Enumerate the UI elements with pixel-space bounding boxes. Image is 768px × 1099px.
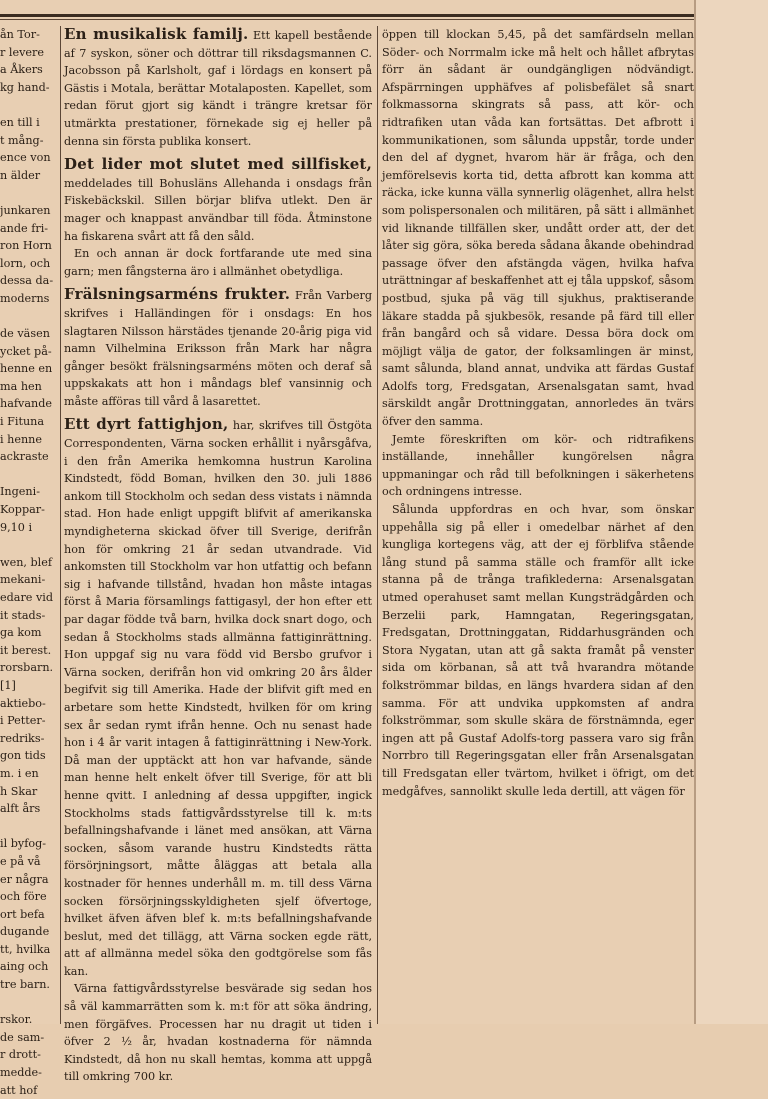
fragment-line: i Petter- <box>0 714 46 728</box>
fragment-line: redriks- <box>0 731 45 745</box>
fragment-line: de väsen <box>0 327 50 341</box>
middle-column <box>64 25 373 1084</box>
fragment-line: h Skar <box>0 784 38 798</box>
fragment-line: i Fituna <box>0 415 45 429</box>
fragment-line: medde- <box>0 1066 42 1080</box>
fragment-line <box>0 466 58 484</box>
right-column <box>382 26 694 1024</box>
article-body: öppen till klockan 5,45, på det samfärdseln mellan Söder- och Norrmalm icke må helt och hållet afbrytas förr än sådant är oundgängligen nödvändigt. Afspärrningen upphäfves af polisbefälet så snart folkmassorna skingrats så pass, att kör- och ridtrafiken utan våda kan fortsättas. Det afbrott i kommunikationen, som sålunda uppstår, torde under den del af dygnet, hvarom här är fråga, och den jemförelsevis korta tid, detta afbrott kan komma att räcka, icke kunna välla synnerlig olägenhet, allra helst som polispersonalen och militären, på sätt i allmänhet vid liknande tillfällen sker, undått order att, der det låter sig göra, söka bereda sådana åkande obehindrad passage öfver den afstängda vägen, hvilka hafva uträttningar af beskaffenhet att ej tåla uppskof, såsom postbud, sjuka på väg till sjukhus, praktiserande läkare stadda på sjukbesök, resande på färd till eller från bangård och så vidare. Dessa böra dock om möjligt välja de gator, der folksamlingen är minst, samt sålunda, bland annat, undvika att färdas Gustaf Adolfs torg, Fredsgatan, Arsenalsgatan samt, hvad särskildt angår Drottninggatan, annorledes än tvärs öfver den samma. <box>382 28 694 429</box>
article-heading: Frälsningsarméns frukter. <box>64 285 291 304</box>
fragment-line: t mång- <box>0 133 44 147</box>
fragment-line: ån Tor- <box>0 28 40 41</box>
fragment-line <box>0 994 58 1012</box>
fragment-line: lorn, och <box>0 256 51 270</box>
fragment-line: 9,10 i <box>0 520 33 534</box>
article-salvation-army <box>64 286 372 410</box>
fragment-line: it stads- <box>0 608 46 622</box>
fragment-line: ron Horn <box>0 239 52 253</box>
fragment-line: rskor. <box>0 1013 33 1027</box>
fragment-line: alft års <box>0 802 41 816</box>
fragment-line: [1] <box>0 678 16 692</box>
fragment-line <box>0 96 58 114</box>
fragment-line <box>0 536 58 554</box>
fragment-line: kg hand- <box>0 80 50 94</box>
fragment-line: rorsbarn. <box>0 661 54 675</box>
fragment-line: it berest. <box>0 643 52 657</box>
fragment-line: r drott- <box>0 1048 41 1062</box>
article-body: Värna fattigvårdsstyrelse besvärade sig sedan hos så väl kammarrätten som k. m:t för att söka ändring, men förgäfves. Processen har nu dragit ut tiden i öfver 2 ½ år, hvadan kostnaderna för nämnda Kindstedt, då hon nu skall hemtas, komma att uppgå till omkring 700 kr. <box>64 982 372 1084</box>
fragment-line: Koppar- <box>0 503 45 517</box>
fragment-line: il byfog- <box>0 837 47 851</box>
fragment-line: mekani- <box>0 573 46 587</box>
fragment-line: wen, blef <box>0 555 53 569</box>
fragment-line: Ingeni- <box>0 485 40 499</box>
article-body: Jemte föreskriften om kör- och ridtrafikens inställande, innehåller kungörelsen några uppmaningar och råd till befolkningen i säkerhetens och ordningens intresse. <box>382 432 694 499</box>
fragment-line: moderns <box>0 291 50 305</box>
article-body: Från Varberg skrifves i Halländingen för i onsdags: En hos slagtaren Nilsson härstädes tjenande 20-årig piga vid namn Vilhelmina Eriksson från Mark har några gånger besökt frälsningsarméns möten och deraf så uppskakats att hon i måndags blef vansinnig och måste afföras till vård å lasarettet. <box>64 289 373 408</box>
fragment-line: gon tids <box>0 749 46 763</box>
column-divider <box>60 26 61 1024</box>
fragment-line: i henne <box>0 432 42 446</box>
article-heading: Ett dyrt fattighjon, <box>64 415 229 434</box>
fragment-line: ma hen <box>0 379 42 393</box>
fragment-line: tre barn. <box>0 978 50 992</box>
fragment-line: ence von <box>0 151 51 165</box>
fragment-line: ycket på- <box>0 344 52 358</box>
article-body: meddelades till Bohusläns Allehanda i onsdags från Fiskebäckskil. Sillen börjar blifva utlekt. Den är mager och knappast användbar till föda. Åtminstone ha fiskarena svårt att få den såld. <box>64 176 372 243</box>
fragment-line: att hof <box>0 1083 38 1097</box>
top-rule-thin <box>0 19 768 20</box>
fragment-line: ort befa <box>0 907 45 921</box>
article-heading: Det lider mot slutet med sillfisket, <box>64 155 372 174</box>
fragment-line: e på vå <box>0 854 41 868</box>
fragment-line <box>0 308 58 326</box>
fragment-line: ackraste <box>0 450 49 464</box>
fragment-line: en till i <box>0 115 40 129</box>
fragment-line: junkaren <box>0 203 51 217</box>
fragment-line <box>0 818 58 836</box>
fragment-line: tt, hvilka <box>0 942 51 956</box>
article-musical-family <box>64 26 372 150</box>
fragment-line: ande fri- <box>0 221 49 235</box>
fragment-line: aing och <box>0 960 49 974</box>
left-column-fragment <box>0 26 58 1097</box>
fragment-line: och före <box>0 890 47 904</box>
article-body: har, skrifves till Östgöta Correspondenten, Värna socken erhållit i nyårsgåfva, i den från Amerika hemkomna hustrun Karolina Kindstedt, född Boman, hvilken den 30. juli 1886 ankom till Stockholm och sedan dess vistats i nämnda stad. Hon hade enligt uppgift blifvit af amerikanska myndigheterna skickad öfver till Sverige, derifrån hon för omkring 21 år sedan utvandrade. Vid ankomsten till Stockholm var hon utfattig och befann sig i hafvande tillstånd, hvadan hon måste intagas först å Maria församlings fattigasyl, der hon efter ett par dagar födde två barn, hvilka dock snart dogo, och sedan å Stockholms stads allmänna fattiginrättning. Hon uppgaf sig nu vara född vid Bersbo grufvor i Värna socken, derifrån hon vid omkring 20 års ålder begifvit sig till Amerika. Hade der blifvit gift med en arbetare som hette Kindstedt, hvilken för om kring sex år sedan rymt ifrån henne. Och nu senast hade hon i 4 år varit intagen å fattiginrättning i New-York. Då man der upptäckt att hon var hafvande, sände man henne helt enkelt öfver till Sverige, för att bli henne qvitt. I anledning af dessa uppgifter, ingick Stockholms stads fattigvårdsstyrelse till k. m:ts befallningshafvande i länet med ansökan, att Värna socken, såsom varande hustru Kindstedts rätta försörjningsort, måtte åläggas att betala alla kostnader för hennes underhåll m. m. till dess Värna socken försörjningsskyldigheten sjelf öfvertoge, hvilket äfven äfven blef k. m:ts befallningshafvande beslut, med det tillägg, att Värna socken egde rätt, att af allmänna medel söka den godtgörelse som fås kan. <box>64 419 373 978</box>
fragment-line: aktiebo- <box>0 696 46 710</box>
fragment-line <box>0 184 58 202</box>
article-body: En och annan är dock fortfarande ute med sina garn; men fångsterna äro i allmänhet obetydliga. <box>64 247 372 278</box>
fragment-line: dessa da- <box>0 274 54 288</box>
fragment-line: m. i en <box>0 766 39 780</box>
column-divider <box>377 26 378 1024</box>
fragment-line: dugande <box>0 925 50 939</box>
article-expensive-pauper <box>64 416 372 1086</box>
fragment-line: n älder <box>0 168 41 182</box>
fragment-line: hafvande <box>0 397 52 411</box>
fragment-line: r levere <box>0 45 45 59</box>
fragment-line: de sam- <box>0 1030 45 1044</box>
fragment-line: edare vid <box>0 591 54 604</box>
top-rule <box>0 14 768 17</box>
article-heading: En musikalisk familj. <box>64 25 249 43</box>
fragment-line: ga kom <box>0 626 42 640</box>
article-body: Sålunda uppfordras en och hvar, som önskar uppehålla sig på eller i omedelbar närhet af den kungliga kortegens väg, att der ej förblifva stående lång stund på samma ställe och framför allt icke stanna på de trånga trafiklederna: Arsenalsgatan utmed operahuset samt mellan Kungsträdgården och Berzelii park, Hamngatan, Regeringsgatan, Fredsgatan, Drottninggatan, Riddarhusgränden och Stora Nygatan, utan att gå sakta framåt på venster sida om körbanan, så att två hvarandra mötande folkströmmar bildas, en längs hvardera sidan af den samma. För att undvika uppkomsten af andra folkströmmar, som skulle skära de förstnämnda, eger ingen att på Gustaf Adolfs-torg passera varo sig från Norrbro till Regeringsgatan eller från Arsenalsgatan till Fredsgatan eller tvärtom, hvilket i öfrigt, om det medgåfves, sannolikt skulle leda dertill, att vägen för <box>382 503 694 798</box>
fragment-line: henne en <box>0 362 53 376</box>
article-body: Ett kapell bestående af 7 syskon, söner och döttrar till riksdagsmannen C. Jacobsson på Karlsholt, gaf i lördags en konsert på Gästis i Motala, berättar Motalaposten. Kapellet, som redan förut gjort sig kändt i trängre kretsar för utmärkta prestationer, förnekade sig ej heller på denna sin första publika konsert. <box>64 29 372 148</box>
fragment-line: er några <box>0 872 49 886</box>
page-margin <box>696 0 768 1024</box>
article-herring-fishing <box>64 156 372 280</box>
fragment-line: a Åkers <box>0 63 43 77</box>
